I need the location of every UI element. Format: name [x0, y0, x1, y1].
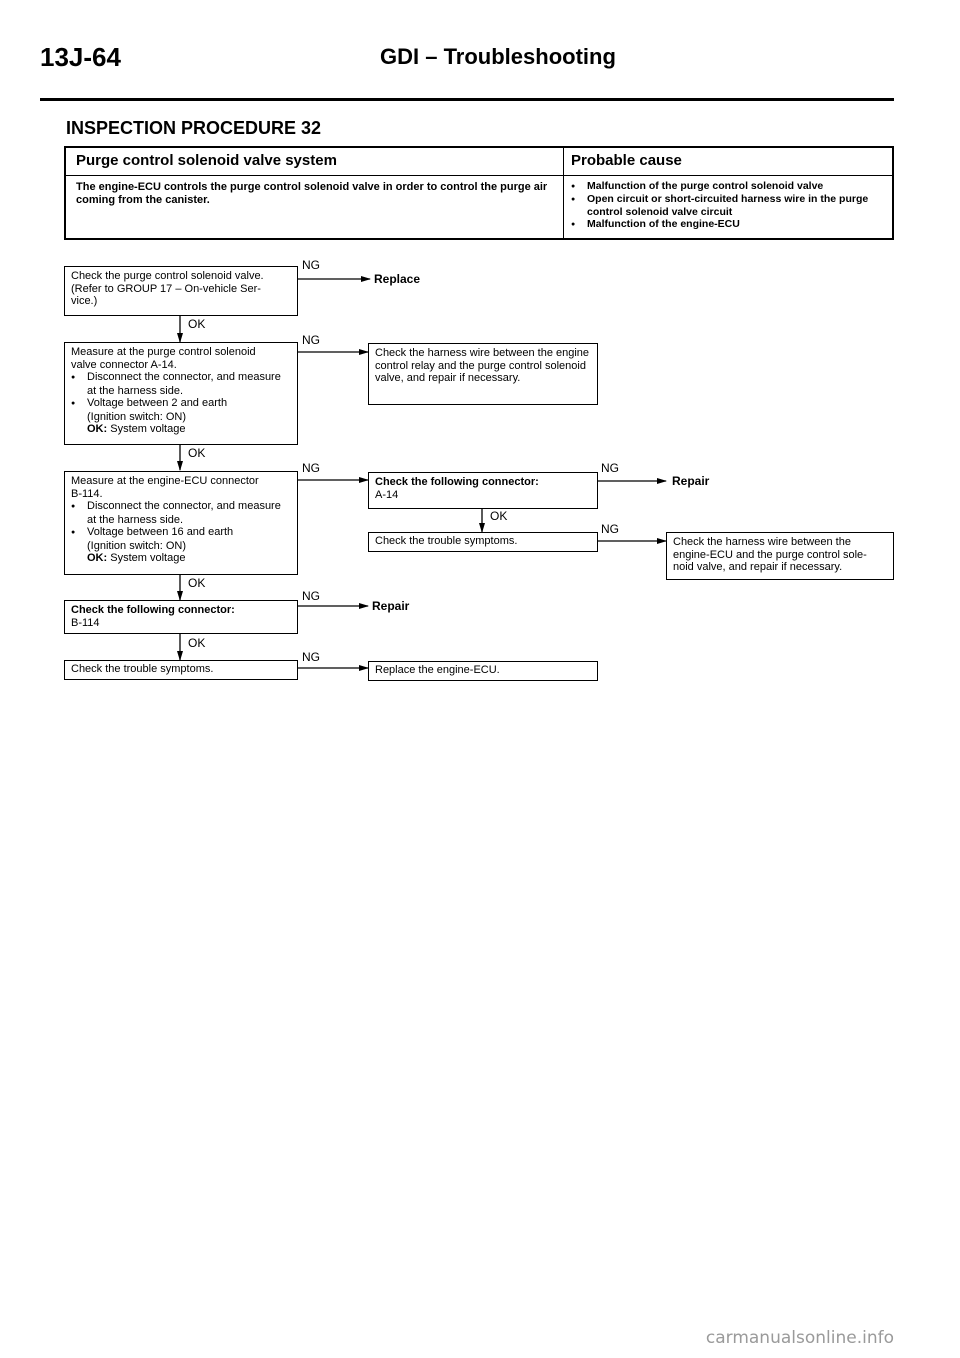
step-text: Measure at the engine-ECU connector — [71, 475, 259, 487]
step-text: Check the following connector: — [71, 604, 235, 616]
page-title: GDI – Troubleshooting — [380, 44, 616, 69]
step-text: valve connector A-14. — [71, 358, 177, 371]
result-repair: Repair — [672, 474, 710, 488]
ng-label: NG — [302, 461, 320, 475]
step-condition: (Ignition switch: ON) — [87, 539, 187, 552]
ok-label: OK — [490, 509, 508, 523]
step-text: (Refer to GROUP 17 – On-vehicle Ser- — [71, 282, 261, 295]
step-check-trouble-symptoms: Check the trouble symptoms. — [368, 532, 598, 552]
result-repair: Repair — [372, 599, 410, 613]
probable-cause-header: Probable cause — [571, 152, 682, 169]
ok-criterion-label: OK: — [87, 423, 108, 435]
step-text: Check the following connector: — [375, 476, 539, 488]
ng-label: NG — [302, 258, 320, 272]
page-number: 13J-64 — [40, 42, 121, 72]
cause-item: ● Malfunction of the engine-ECU — [571, 218, 889, 231]
ng-label: NG — [302, 650, 320, 664]
system-description: The engine-ECU controls the purge control solenoid valve in order to control the purge air coming from the canister. — [76, 181, 548, 206]
ok-criterion-label: OK: — [87, 552, 108, 564]
step-text: Measure at the purge control solenoid — [71, 346, 256, 358]
procedure-title: INSPECTION PROCEDURE 32 — [66, 118, 322, 138]
cause-item: ● Malfunction of the purge control solenoid valve — [571, 180, 889, 193]
ok-criterion-value: System voltage — [110, 552, 186, 564]
step-check-connector-b114 — [64, 600, 298, 634]
step-bullet: ● Voltage between 2 and earth — [71, 397, 291, 411]
step-text: B-114. — [71, 487, 103, 500]
step-bullet: ● Voltage between 16 and earth — [71, 526, 291, 540]
ok-label: OK — [188, 636, 206, 650]
step-check-trouble-symptoms-final: Check the trouble symptoms. — [64, 660, 298, 680]
system-header: Purge control solenoid valve system — [76, 152, 337, 169]
step-measure-connector-b114 — [64, 471, 298, 575]
step-check-connector-a14 — [368, 472, 598, 509]
ng-label: NG — [601, 522, 619, 536]
ng-label: NG — [302, 333, 320, 347]
step-text: A-14 — [375, 488, 399, 501]
ok-label: OK — [188, 317, 206, 331]
step-text: Check the purge control solenoid valve. — [71, 270, 264, 282]
watermark: carmanualsonline.info — [705, 1328, 894, 1348]
step-replace-ecu: Replace the engine-ECU. — [368, 661, 598, 681]
step-bullet: ● Disconnect the connector, and measure at the harness side. — [71, 500, 291, 526]
ng-label: NG — [601, 461, 619, 475]
ng-label: NG — [302, 589, 320, 603]
cause-item: ● Open circuit or short-circuited harness wire in the purge control solenoid valve circuit — [571, 193, 889, 218]
step-check-harness-ecu: Check the harness wire between the engine-ECU and the purge control sole-noid valve, and repair if necessary. — [666, 532, 894, 580]
step-check-solenoid-valve — [64, 266, 298, 316]
step-text: vice.) — [71, 295, 98, 307]
ok-label: OK — [188, 576, 206, 590]
step-bullet: ● Disconnect the connector, and measure at the harness side. — [71, 371, 291, 397]
step-condition: (Ignition switch: ON) — [87, 410, 187, 423]
ok-criterion-value: System voltage — [110, 423, 186, 435]
step-check-harness-relay: Check the harness wire between the engine control relay and the purge control solenoid valve, and repair if necessary. — [368, 343, 598, 405]
ok-label: OK — [188, 446, 206, 460]
step-text: B-114 — [71, 616, 100, 629]
result-replace: Replace — [374, 272, 421, 286]
step-measure-connector-a14 — [64, 342, 298, 445]
